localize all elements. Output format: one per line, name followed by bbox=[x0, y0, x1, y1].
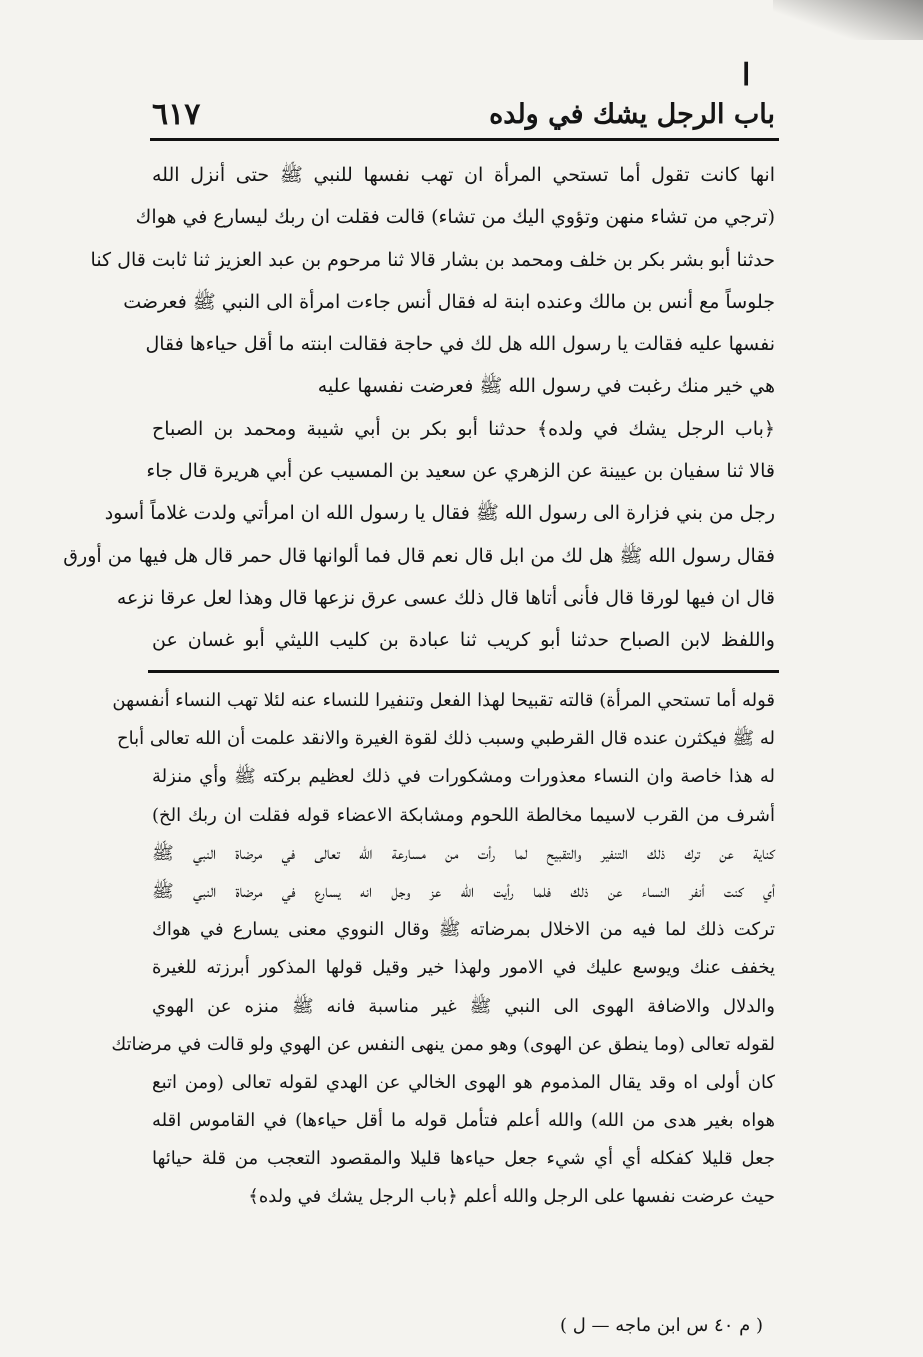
commentary-line: له هذا خاصة وان النساء معذورات ومشكورات في ذلك لعظيم بركته ﷺ وأي منزلة bbox=[152, 766, 775, 788]
scan-smudge bbox=[773, 0, 923, 40]
section-rule bbox=[148, 670, 779, 673]
header-rule bbox=[150, 138, 779, 141]
commentary-line: كان أولى اه وقد يقال المذموم هو الهوى الخالي عن الهدي لقوله تعالى (ومن اتبع bbox=[152, 1071, 775, 1093]
commentary-line: له ﷺ فيكثرن عنده قال القرطبي وسبب ذلك لقوة الغيرة والانقد علمت أن الله تعالى أباح bbox=[117, 728, 775, 750]
text-line: هي خير منك رغبت في رسول الله ﷺ فعرضت نفسها عليه bbox=[317, 375, 775, 398]
commentary-line: كناية عن ترك ذلك التنفير والتقبيح لما رأت من مسارعة الله تعالى في مرضاة النبي ﷺ bbox=[152, 842, 775, 864]
text-line: حدثنا أبو بشر بكر بن خلف ومحمد بن بشار قالا ثنا مرحوم بن عبد العزيز ثنا ثابت قال كنا bbox=[90, 248, 775, 271]
text-line: واللفظ لابن الصباح حدثنا أبو كريب ثنا عبادة بن كليب الليثي أبو غسان عن bbox=[152, 629, 775, 652]
text-line: انها كانت تقول أما تستحي المرأة ان تهب نفسها للنبي ﷺ حتى أنزل الله bbox=[152, 164, 775, 186]
commentary-line: يخفف عنك ويوسع عليك في الامور ولهذا خير وقيل قولها المذكور أبرزته للغيرة bbox=[152, 957, 775, 979]
commentary-line: والدلال والاضافة الهوى الى النبي ﷺ غير مناسبة فانه ﷺ منزه عن الهوي bbox=[152, 995, 775, 1017]
text-line: قالا ثنا سفيان بن عيينة عن الزهري عن سعيد بن المسيب عن أبي هريرة قال جاء bbox=[146, 460, 775, 483]
page-header bbox=[152, 92, 775, 136]
text-line: قال ان فيها لورقا قال فأنى أتاها قال ذلك عسى عرق نزعها قال وهذا لعل عرقا نزعه bbox=[116, 586, 775, 609]
commentary-line: تركت ذلك لما فيه من الاخلال بمرضاته ﷺ وقال النووي معنى يسارع في هواك bbox=[152, 919, 775, 941]
text-line: نفسها عليه فقالت يا رسول الله هل لك في حاجة فقالت ابنته ما أقل حياءها فقال bbox=[145, 333, 775, 356]
commentary-line: أي كنت أنفر النساء عن ذلك فلما رأيت الله عز وجل انه يسارع في مرضاة النبي ﷺ bbox=[152, 880, 775, 902]
text-line: جلوساً مع أنس بن مالك وعنده ابنة له فقال أنس جاءت امرأة الى النبي ﷺ فعرضت bbox=[123, 290, 775, 313]
commentary-line: جعل قليلا كفكله أي أي شيء جعل حياءها قليلا والمقصود التعجب من قلة حيائها bbox=[152, 1148, 775, 1170]
text-line: فقال رسول الله ﷺ هل لك من ابل قال نعم قال فما ألوانها قال حمر قال هل فيها من أورق bbox=[63, 544, 775, 567]
text-line: (ترجي من تشاء منهن وتؤوي اليك من تشاء) قالت فقلت ان ربك ليسارع في هواك bbox=[135, 206, 775, 229]
page-number: ٦١٧ bbox=[152, 96, 201, 132]
commentary bbox=[111, 682, 775, 1217]
commentary-line: قوله أما تستحي المرأة) قالته تقبيحا لهذا الفعل وتنفيرا للنساء عنه لئلا تهب النساء أنفسهن bbox=[112, 690, 775, 711]
commentary-line: أشرف من القرب لاسيما مخالطة اللحوم ومشابكة الاعضاء قوله فقلت ان ربك الخ) bbox=[152, 804, 775, 826]
running-title: باب الرجل يشك في ولده bbox=[489, 98, 775, 130]
margin-mark: ا bbox=[742, 58, 751, 93]
main-text bbox=[63, 154, 775, 662]
text-line: ﴿باب الرجل يشك في ولده﴾ حدثنا أبو بكر بن أبي شيبة ومحمد بن الصباح bbox=[152, 417, 775, 440]
text-line: رجل من بني فزارة الى رسول الله ﷺ فقال يا رسول الله ان امرأتي ولدت غلاماً أسود bbox=[104, 502, 775, 525]
commentary-line: لقوله تعالى (وما ينطق عن الهوى) وهو ممن ينهى النفس عن الهوي ولو قالت في مرضاتك bbox=[111, 1033, 775, 1055]
commentary-line: حيث عرضت نفسها على الرجل والله أعلم ﴿باب الرجل يشك في ولده﴾ bbox=[248, 1186, 775, 1208]
commentary-line: هواه بغير هدى من الله) والله أعلم فتأمل قوله ما أقل حياءها) في القاموس اقله bbox=[152, 1110, 775, 1132]
signature-footer: ( م ٤٠ س ابن ماجه — ل ) bbox=[560, 1315, 763, 1336]
